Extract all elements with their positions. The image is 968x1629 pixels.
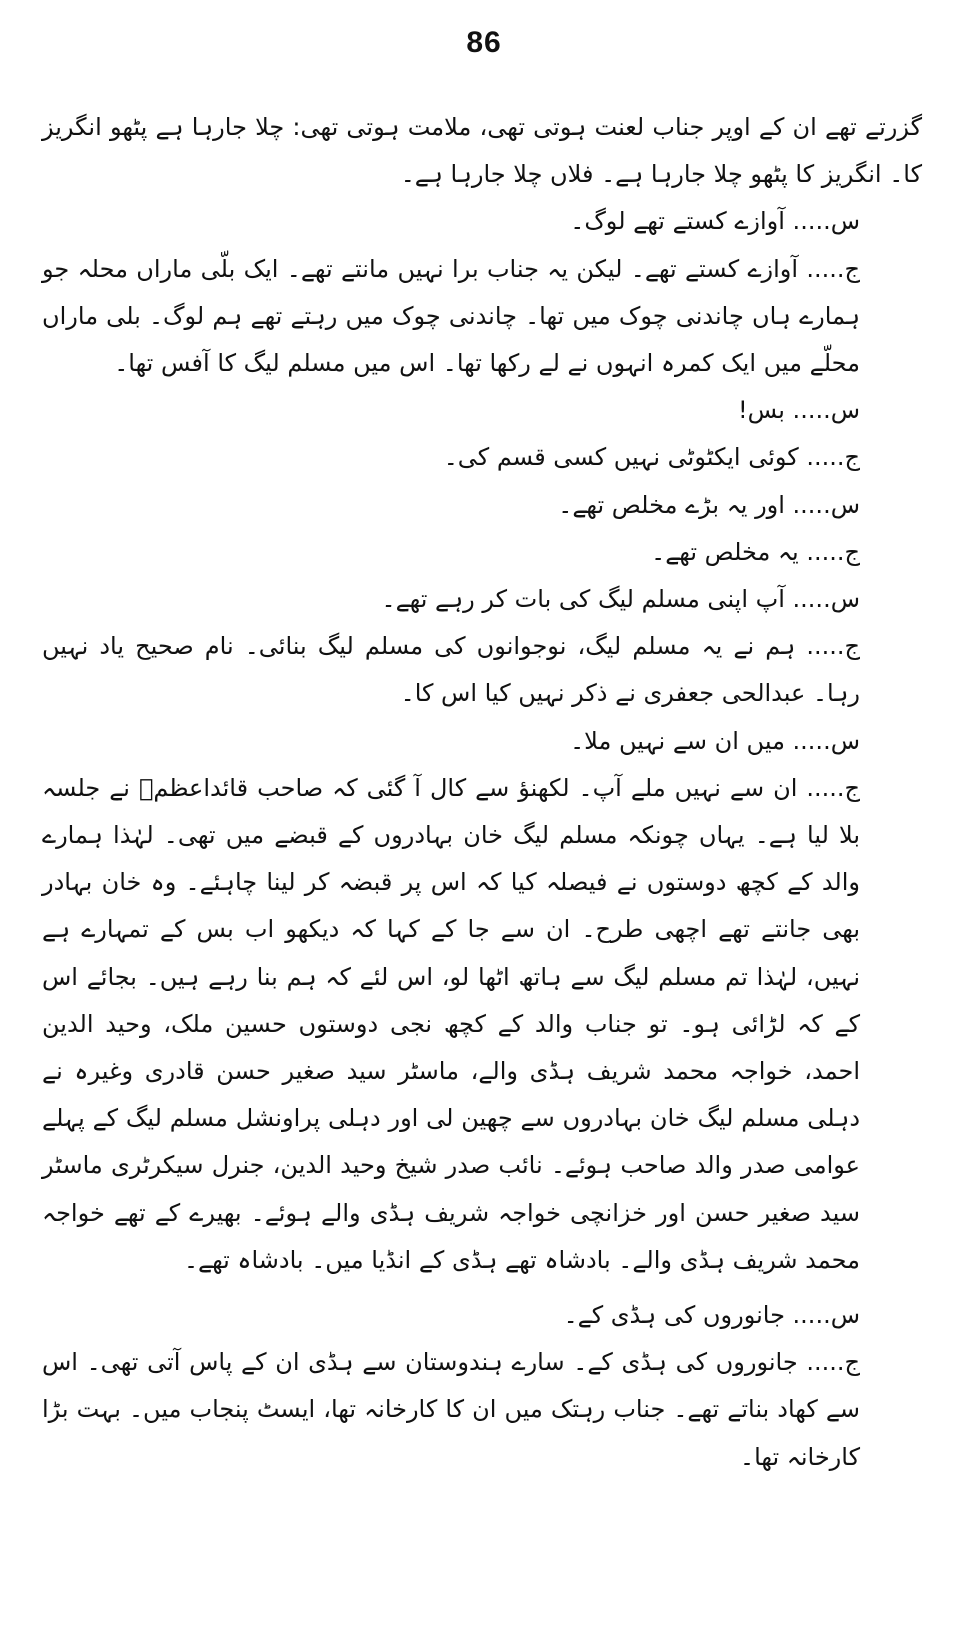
question-paragraph: س..... آوازے کستے تھے لوگ۔ xyxy=(570,207,860,236)
paragraph-continuation: گزرتے تھے ان کے اوپر جناب لعنت ہوتی تھی، ملامت ہوتی تھی: چلا جارہا ہے پٹھو انگریز کا۔ انگریز کا پٹھو چلا جارہا ہے۔ فلاں چلا جارہا ہے۔ xyxy=(42,113,922,189)
answer-paragraph: ج..... ہم نے یہ مسلم لیگ، نوجوانوں کی مسلم لیگ بنائی۔ نام صحیح یاد نہیں رہا۔ عبدالحی جعفری نے ذکر نہیں کیا اس کا۔ xyxy=(42,632,860,708)
answer-paragraph: ج..... ان سے نہیں ملے آپ۔ لکھنؤ سے کال آ گئی کہ صاحب قائداعظمؒ نے جلسہ بلا لیا ہے۔ یہاں چونکہ مسلم لیگ خان بہادروں کے قبضے میں تھی۔ لہٰذا ہمارے والد کے کچھ دوستوں نے فیصلہ کیا کہ اس پر قبضہ کر لینا چاہئے۔ وہ خان بہادر بھی جانتے تھے اچھی طرح۔ ان سے جا کے کہا کہ دیکھو اب بس کے تمہارے ہے نہیں، لہٰذا تم مسلم لیگ سے ہاتھ اٹھا لو، اس لئے کہ ہم بنا رہے ہیں۔ بجائے اس کے کہ لڑائی ہو۔ تو جناب والد کے کچھ نجی دوستوں حسین ملک، وحید الدین احمد، خواجہ محمد شریف ہڈی والے، ماسٹر سید صغیر حسن قادری وغیرہ نے دہلی مسلم لیگ خان بہادروں سے چھین لی اور دہلی پراونشل مسلم لیگ کے پہلے عوامی صدر والد صاحب ہوئے۔ نائب صدر شیخ وحید الدین، جنرل سیکرٹری ماسٹر سید صغیر حسن اور خزانچی خواجہ شریف ہڈی والے ہوئے۔ بھیرے کے تھے خواجہ محمد شریف ہڈی والے۔ بادشاہ تھے ہڈی کے انڈیا میں۔ بادشاہ تھے۔ xyxy=(42,773,861,1274)
answer-paragraph: ج..... جانوروں کی ہڈی کے۔ سارے ہندوستان سے ہڈی ان کے پاس آتی تھی۔ اس سے کھاد بناتے تھے۔ جناب رہتک میں ان کا کارخانہ تھا، ایسٹ پنجاب میں۔ بہت بڑا کارخانہ تھا۔ xyxy=(42,1348,861,1471)
question-paragraph: س..... جانوروں کی ہڈی کے۔ xyxy=(563,1301,860,1330)
question-paragraph: س..... آپ اپنی مسلم لیگ کی بات کر رہے تھے۔ xyxy=(381,585,860,614)
answer-paragraph: ج..... آوازے کستے تھے۔ لیکن یہ جناب برا نہیں مانتے تھے۔ ایک بلّی ماراں محلہ جو ہمارے ہاں چاندنی چوک میں تھا۔ چاندنی چوک میں رہتے تھے ہم لوگ۔ بلی ماراں محلّے میں ایک کمرہ انہوں نے لے رکھا تھا۔ اس میں مسلم لیگ کا آفس تھا۔ xyxy=(42,254,860,378)
question-paragraph: س..... اور یہ بڑے مخلص تھے۔ xyxy=(558,490,860,519)
answer-paragraph: ج..... یہ مخلص تھے۔ xyxy=(651,537,860,566)
question-paragraph: س..... میں ان سے نہیں ملا۔ xyxy=(570,726,860,755)
answer-paragraph: ج..... کوئی ایکٹوٹی نہیں کسی قسم کی۔ xyxy=(443,443,860,472)
question-paragraph: س..... بس! xyxy=(738,396,860,425)
page-number: 86 xyxy=(466,26,502,59)
page-body xyxy=(42,104,922,1481)
